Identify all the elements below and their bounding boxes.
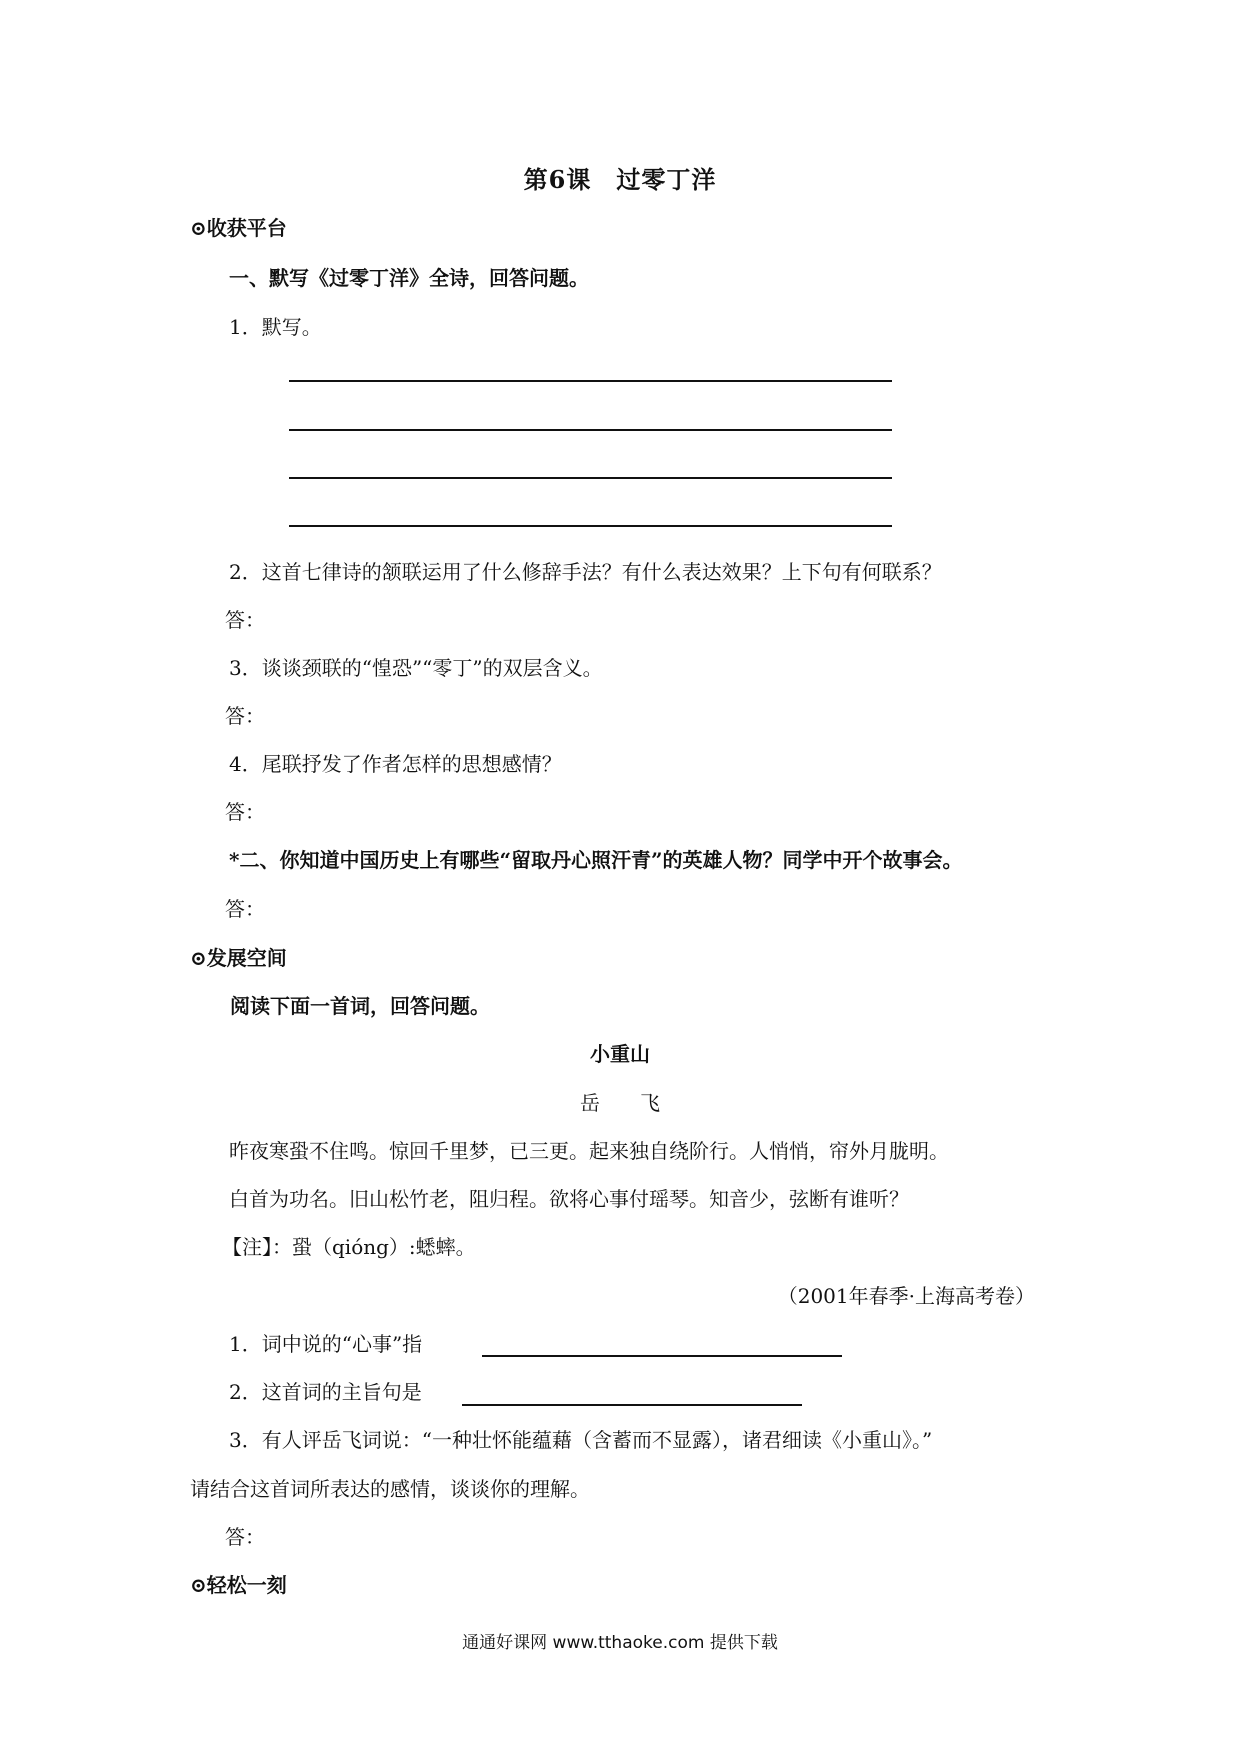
reading-answer-blank-1[interactable]	[482, 1355, 842, 1357]
reading-question-3: 3．有人评岳飞词说：“一种壮怀能蕴藉（含蓄而不显露），诸君细读《小重山》。”	[229, 1428, 933, 1452]
part1-heading: 一、默写《过零丁洋》全诗，回答问题。	[229, 266, 589, 290]
answer-line-4[interactable]	[289, 525, 892, 527]
question-2: 2．这首七律诗的颔联运用了什么修辞手法？有什么表达效果？上下句有何联系？	[229, 560, 942, 584]
poem-line-2: 白首为功名。旧山松竹老，阻归程。欲将心事付瑶琴。知音少，弦断有谁听？	[229, 1187, 909, 1211]
answer-line-2[interactable]	[289, 429, 892, 431]
reading-question-2: 2．这首词的主旨句是	[229, 1380, 422, 1404]
answer-label-2: 答：	[225, 608, 265, 632]
question-3: 3．谈谈颈联的“惶恐”“零丁”的双层含义。	[229, 656, 603, 680]
poem-title: 小重山	[590, 1042, 650, 1066]
answer-label-3: 答：	[225, 704, 265, 728]
part2-heading: *二、你知道中国历史上有哪些“留取丹心照汗青”的英雄人物？同学中开个故事会。	[229, 848, 963, 872]
answer-line-3[interactable]	[289, 477, 892, 479]
section-heading-harvest: ⊙收获平台	[190, 216, 287, 240]
reading-intro: 阅读下面一首词，回答问题。	[230, 994, 490, 1018]
part2-answer-label: 答：	[225, 897, 265, 921]
poem-source: （2001年春季·上海高考卷）	[777, 1284, 1035, 1308]
reading-question-1: 1．词中说的“心事”指	[229, 1332, 423, 1356]
footer-credit: 通通好课网 www.tthaoke.com 提供下载	[462, 1633, 778, 1653]
reading-answer-blank-2[interactable]	[462, 1404, 802, 1406]
poem-author: 岳 飞	[580, 1091, 660, 1115]
page-title: 第6课 过零丁洋	[523, 165, 717, 194]
poem-line-1: 昨夜寒蛩不住鸣。惊回千里梦，已三更。起来独自绕阶行。人悄悄，帘外月胧明。	[229, 1139, 949, 1163]
section-heading-relax: ⊙轻松一刻	[190, 1573, 287, 1597]
poem-note: 【注】：蛩（qióng）:蟋蟀。	[222, 1235, 476, 1259]
reading-answer-label: 答：	[225, 1525, 265, 1549]
answer-label-4: 答：	[225, 800, 265, 824]
question-1: 1．默写。	[229, 315, 322, 339]
answer-line-1[interactable]	[289, 380, 892, 382]
reading-question-3-cont: 请结合这首词所表达的感情，谈谈你的理解。	[190, 1477, 590, 1501]
section-heading-development: ⊙发展空间	[190, 946, 287, 970]
question-4: 4．尾联抒发了作者怎样的思想感情？	[229, 752, 562, 776]
